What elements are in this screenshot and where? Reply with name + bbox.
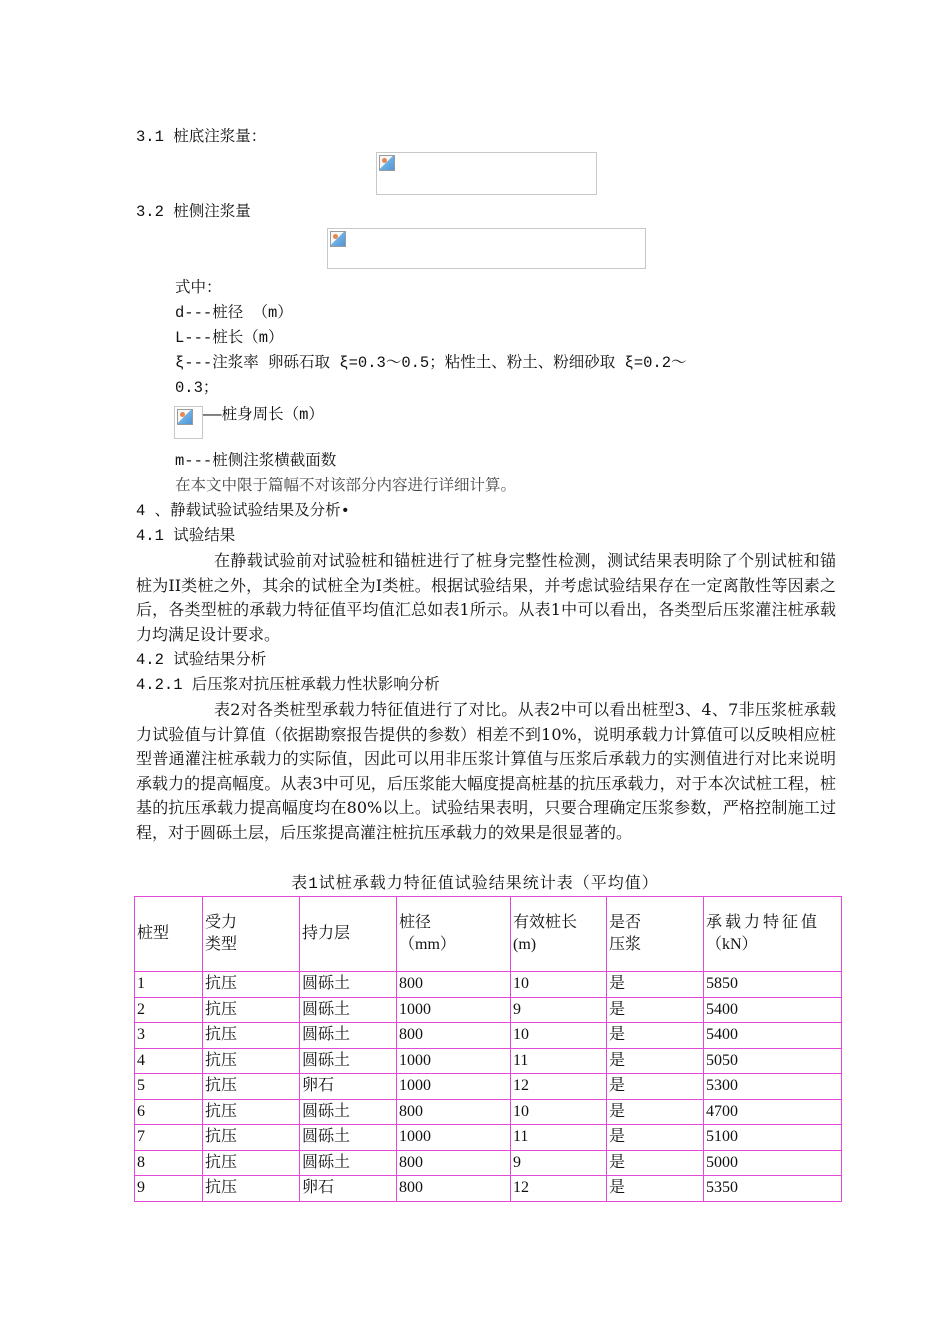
cell-load-type: 抗压 — [203, 1074, 300, 1100]
def-xi-cont: 0.3； — [175, 379, 219, 397]
table-row — [135, 1048, 842, 1074]
table-row — [135, 1074, 842, 1100]
cell-grouted: 是 — [607, 1150, 704, 1176]
cell-capacity: 5000 — [704, 1150, 842, 1176]
table-row — [135, 972, 842, 998]
cell-pile-type: 3 — [135, 1023, 203, 1049]
header-bearing-layer: 持力层 — [300, 897, 397, 972]
cell-diameter: 1000 — [397, 997, 511, 1023]
cell-diameter: 800 — [397, 972, 511, 998]
def-xi: ξ---注浆率 卵砾石取 ξ=0.3～0.5；粘性土、粉土、粉细砂取 ξ=0.2～ — [175, 354, 687, 372]
header-capacity: 承载力特征值 （kN） — [704, 897, 842, 972]
cell-pile-type: 2 — [135, 997, 203, 1023]
def-m: m---桩侧注浆横截面数 — [175, 452, 337, 470]
cell-grouted: 是 — [607, 997, 704, 1023]
cell-grouted: 是 — [607, 1125, 704, 1151]
cell-bearing-layer: 圆砾土 — [300, 1023, 397, 1049]
cell-pile-type: 9 — [135, 1176, 203, 1202]
cell-load-type: 抗压 — [203, 1048, 300, 1074]
cell-capacity: 5850 — [704, 972, 842, 998]
cell-length: 10 — [511, 1099, 607, 1125]
cell-capacity: 5400 — [704, 1023, 842, 1049]
cell-length: 11 — [511, 1125, 607, 1151]
cell-diameter: 1000 — [397, 1048, 511, 1074]
table-row — [135, 997, 842, 1023]
cell-capacity: 5100 — [704, 1125, 842, 1151]
note-line: 在本文中限于篇幅不对该部分内容进行详细计算。 — [175, 477, 517, 495]
cell-pile-type: 7 — [135, 1125, 203, 1151]
cell-length: 9 — [511, 1150, 607, 1176]
cell-diameter: 800 — [397, 1176, 511, 1202]
cell-length: 12 — [511, 1176, 607, 1202]
heading-3-2: 3.2 桩侧注浆量 — [136, 203, 251, 221]
header-length: 有效桩长 (m) — [511, 897, 607, 972]
cell-load-type: 抗压 — [203, 972, 300, 998]
table-row — [135, 1125, 842, 1151]
cell-capacity: 5350 — [704, 1176, 842, 1202]
cell-bearing-layer: 圆砾土 — [300, 1048, 397, 1074]
heading-4-2: 4.2 试验结果分析 — [136, 651, 267, 669]
cell-length: 11 — [511, 1048, 607, 1074]
header-grouted: 是否 压浆 — [607, 897, 704, 972]
cell-diameter: 800 — [397, 1023, 511, 1049]
cell-bearing-layer: 圆砾土 — [300, 1125, 397, 1151]
formula-image-base-grout — [376, 152, 597, 195]
def-d: d---桩径 （m） — [175, 304, 293, 322]
formula-image-side-grout — [327, 228, 646, 269]
def-perimeter: ——桩身周长（m） — [203, 406, 324, 424]
heading-3-1: 3.1 桩底注浆量： — [136, 128, 267, 146]
perimeter-symbol-image — [174, 406, 203, 439]
cell-pile-type: 8 — [135, 1150, 203, 1176]
table-row — [135, 1150, 842, 1176]
cell-load-type: 抗压 — [203, 1125, 300, 1151]
cell-load-type: 抗压 — [203, 1099, 300, 1125]
cell-pile-type: 5 — [135, 1074, 203, 1100]
paragraph-4-2-1: 表2对各类桩型承载力特征值进行了对比。从表2中可以看出桩型3、4、7非压浆桩承载力试验值与计算值（依据勘察报告提供的参数）相差不到10%，说明承载力计算值可以反映相应桩型普通灌注桩承载力的实际值，因此可以用非压浆计算值与压浆后承载力的实测值进行对比来说明承载力的提高幅度。从表3中可见，后压浆能大幅度提高桩基的抗压承载力，对于本次试桩工程，桩基的抗压承载力提高幅度均在80%以上。试验结果表明，只要合理确定压浆参数，严格控制施工过程，对于圆砾土层，后压浆提高灌注桩抗压承载力的效果是很显著的。 — [136, 700, 836, 842]
cell-bearing-layer: 卵石 — [300, 1074, 397, 1100]
broken-image-icon — [379, 155, 395, 171]
header-diameter: 桩径 （mm） — [397, 897, 511, 972]
heading-4-1: 4.1 试验结果 — [136, 527, 236, 545]
broken-image-icon — [177, 409, 193, 425]
results-table — [134, 896, 842, 1202]
cell-diameter: 800 — [397, 1099, 511, 1125]
cell-grouted: 是 — [607, 972, 704, 998]
cell-length: 12 — [511, 1074, 607, 1100]
heading-4: 4 、静载试验试验结果及分析• — [136, 502, 350, 520]
cell-capacity: 5400 — [704, 997, 842, 1023]
cell-length: 10 — [511, 1023, 607, 1049]
cell-pile-type: 1 — [135, 972, 203, 998]
cell-grouted: 是 — [607, 1074, 704, 1100]
cell-bearing-layer: 圆砾土 — [300, 1099, 397, 1125]
table-caption: 表1试桩承载力特征值试验结果统计表（平均值） — [291, 875, 659, 893]
cell-pile-type: 4 — [135, 1048, 203, 1074]
cell-length: 10 — [511, 972, 607, 998]
cell-load-type: 抗压 — [203, 1150, 300, 1176]
cell-bearing-layer: 圆砾土 — [300, 972, 397, 998]
cell-load-type: 抗压 — [203, 1176, 300, 1202]
cell-load-type: 抗压 — [203, 997, 300, 1023]
cell-bearing-layer: 圆砾土 — [300, 1150, 397, 1176]
cell-grouted: 是 — [607, 1023, 704, 1049]
cell-length: 9 — [511, 997, 607, 1023]
paragraph-4-1: 在静载试验前对试验桩和锚桩进行了桩身完整性检测，测试结果表明除了个别试桩和锚桩为II类桩之外，其余的试桩全为I类桩。根据试验结果，并考虑试验结果存在一定离散性等因素之后，各类型桩的承载力特征值平均值汇总如表1所示。从表1中可以看出，各类型后压浆灌注桩承载力均满足设计要求。 — [136, 551, 836, 644]
cell-capacity: 4700 — [704, 1099, 842, 1125]
cell-bearing-layer: 圆砾土 — [300, 997, 397, 1023]
cell-diameter: 1000 — [397, 1125, 511, 1151]
def-L: L---桩长（m） — [175, 329, 284, 347]
cell-grouted: 是 — [607, 1099, 704, 1125]
cell-diameter: 800 — [397, 1150, 511, 1176]
table-row — [135, 1099, 842, 1125]
table-row — [135, 1023, 842, 1049]
table-header-row — [135, 897, 842, 972]
cell-grouted: 是 — [607, 1176, 704, 1202]
header-pile-type: 桩型 — [135, 897, 203, 972]
cell-capacity: 5050 — [704, 1048, 842, 1074]
table-row — [135, 1176, 842, 1202]
cell-grouted: 是 — [607, 1048, 704, 1074]
cell-diameter: 1000 — [397, 1074, 511, 1100]
broken-image-icon — [330, 231, 346, 247]
cell-capacity: 5300 — [704, 1074, 842, 1100]
header-load-type: 受力 类型 — [203, 897, 300, 972]
where-label: 式中： — [175, 279, 222, 297]
cell-pile-type: 6 — [135, 1099, 203, 1125]
cell-bearing-layer: 卵石 — [300, 1176, 397, 1202]
cell-load-type: 抗压 — [203, 1023, 300, 1049]
heading-4-2-1: 4.2.1 后压浆对抗压桩承载力性状影响分析 — [136, 676, 440, 694]
